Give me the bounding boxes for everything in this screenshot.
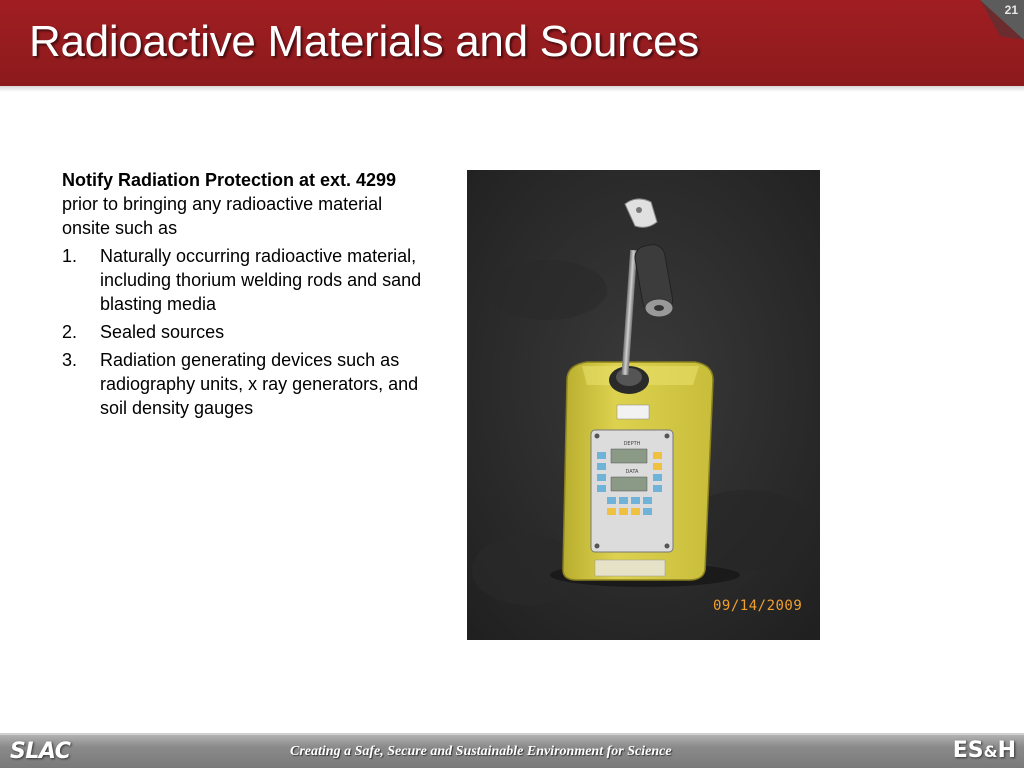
footer-divider xyxy=(0,733,1024,735)
list-text: Radiation generating devices such as radiography units, x ray generators, and soil density gauges xyxy=(100,350,419,418)
list-item xyxy=(62,348,432,420)
esh-logo-h: H xyxy=(997,738,1016,763)
page-number: 21 xyxy=(1004,3,1018,17)
slide-body xyxy=(62,168,432,424)
title-bar-shadow xyxy=(0,86,1024,92)
gauge-label-top: DEPTH xyxy=(623,441,641,447)
list-number: 2. xyxy=(62,322,78,342)
esh-logo xyxy=(953,738,1016,763)
list-number: 1. xyxy=(62,246,78,266)
list-item xyxy=(62,320,432,344)
list-item xyxy=(62,244,432,316)
intro-paragraph xyxy=(62,168,432,240)
intro-text: prior to bringing any radioactive material onsite such as xyxy=(62,194,383,238)
soil-density-gauge-photo xyxy=(467,170,820,640)
gauge-label-middle: DATA xyxy=(625,469,639,475)
esh-logo-es: ES xyxy=(952,738,984,763)
esh-logo-amp: & xyxy=(983,742,998,761)
list-number: 3. xyxy=(62,350,78,370)
slide-title: Radioactive Materials and Sources xyxy=(29,17,699,66)
footer-tagline: Creating a Safe, Secure and Sustainable Environment for Science xyxy=(290,744,672,759)
list-text: Sealed sources xyxy=(100,322,225,342)
slac-logo: SLAC xyxy=(10,739,71,764)
intro-bold: Notify Radiation Protection at ext. 4299 xyxy=(62,170,397,190)
photo-date-stamp: 09/14/2009 xyxy=(713,598,803,614)
numbered-list xyxy=(62,244,432,420)
list-text: Naturally occurring radioactive material, including thorium welding rods and sand blasting media xyxy=(100,246,422,314)
